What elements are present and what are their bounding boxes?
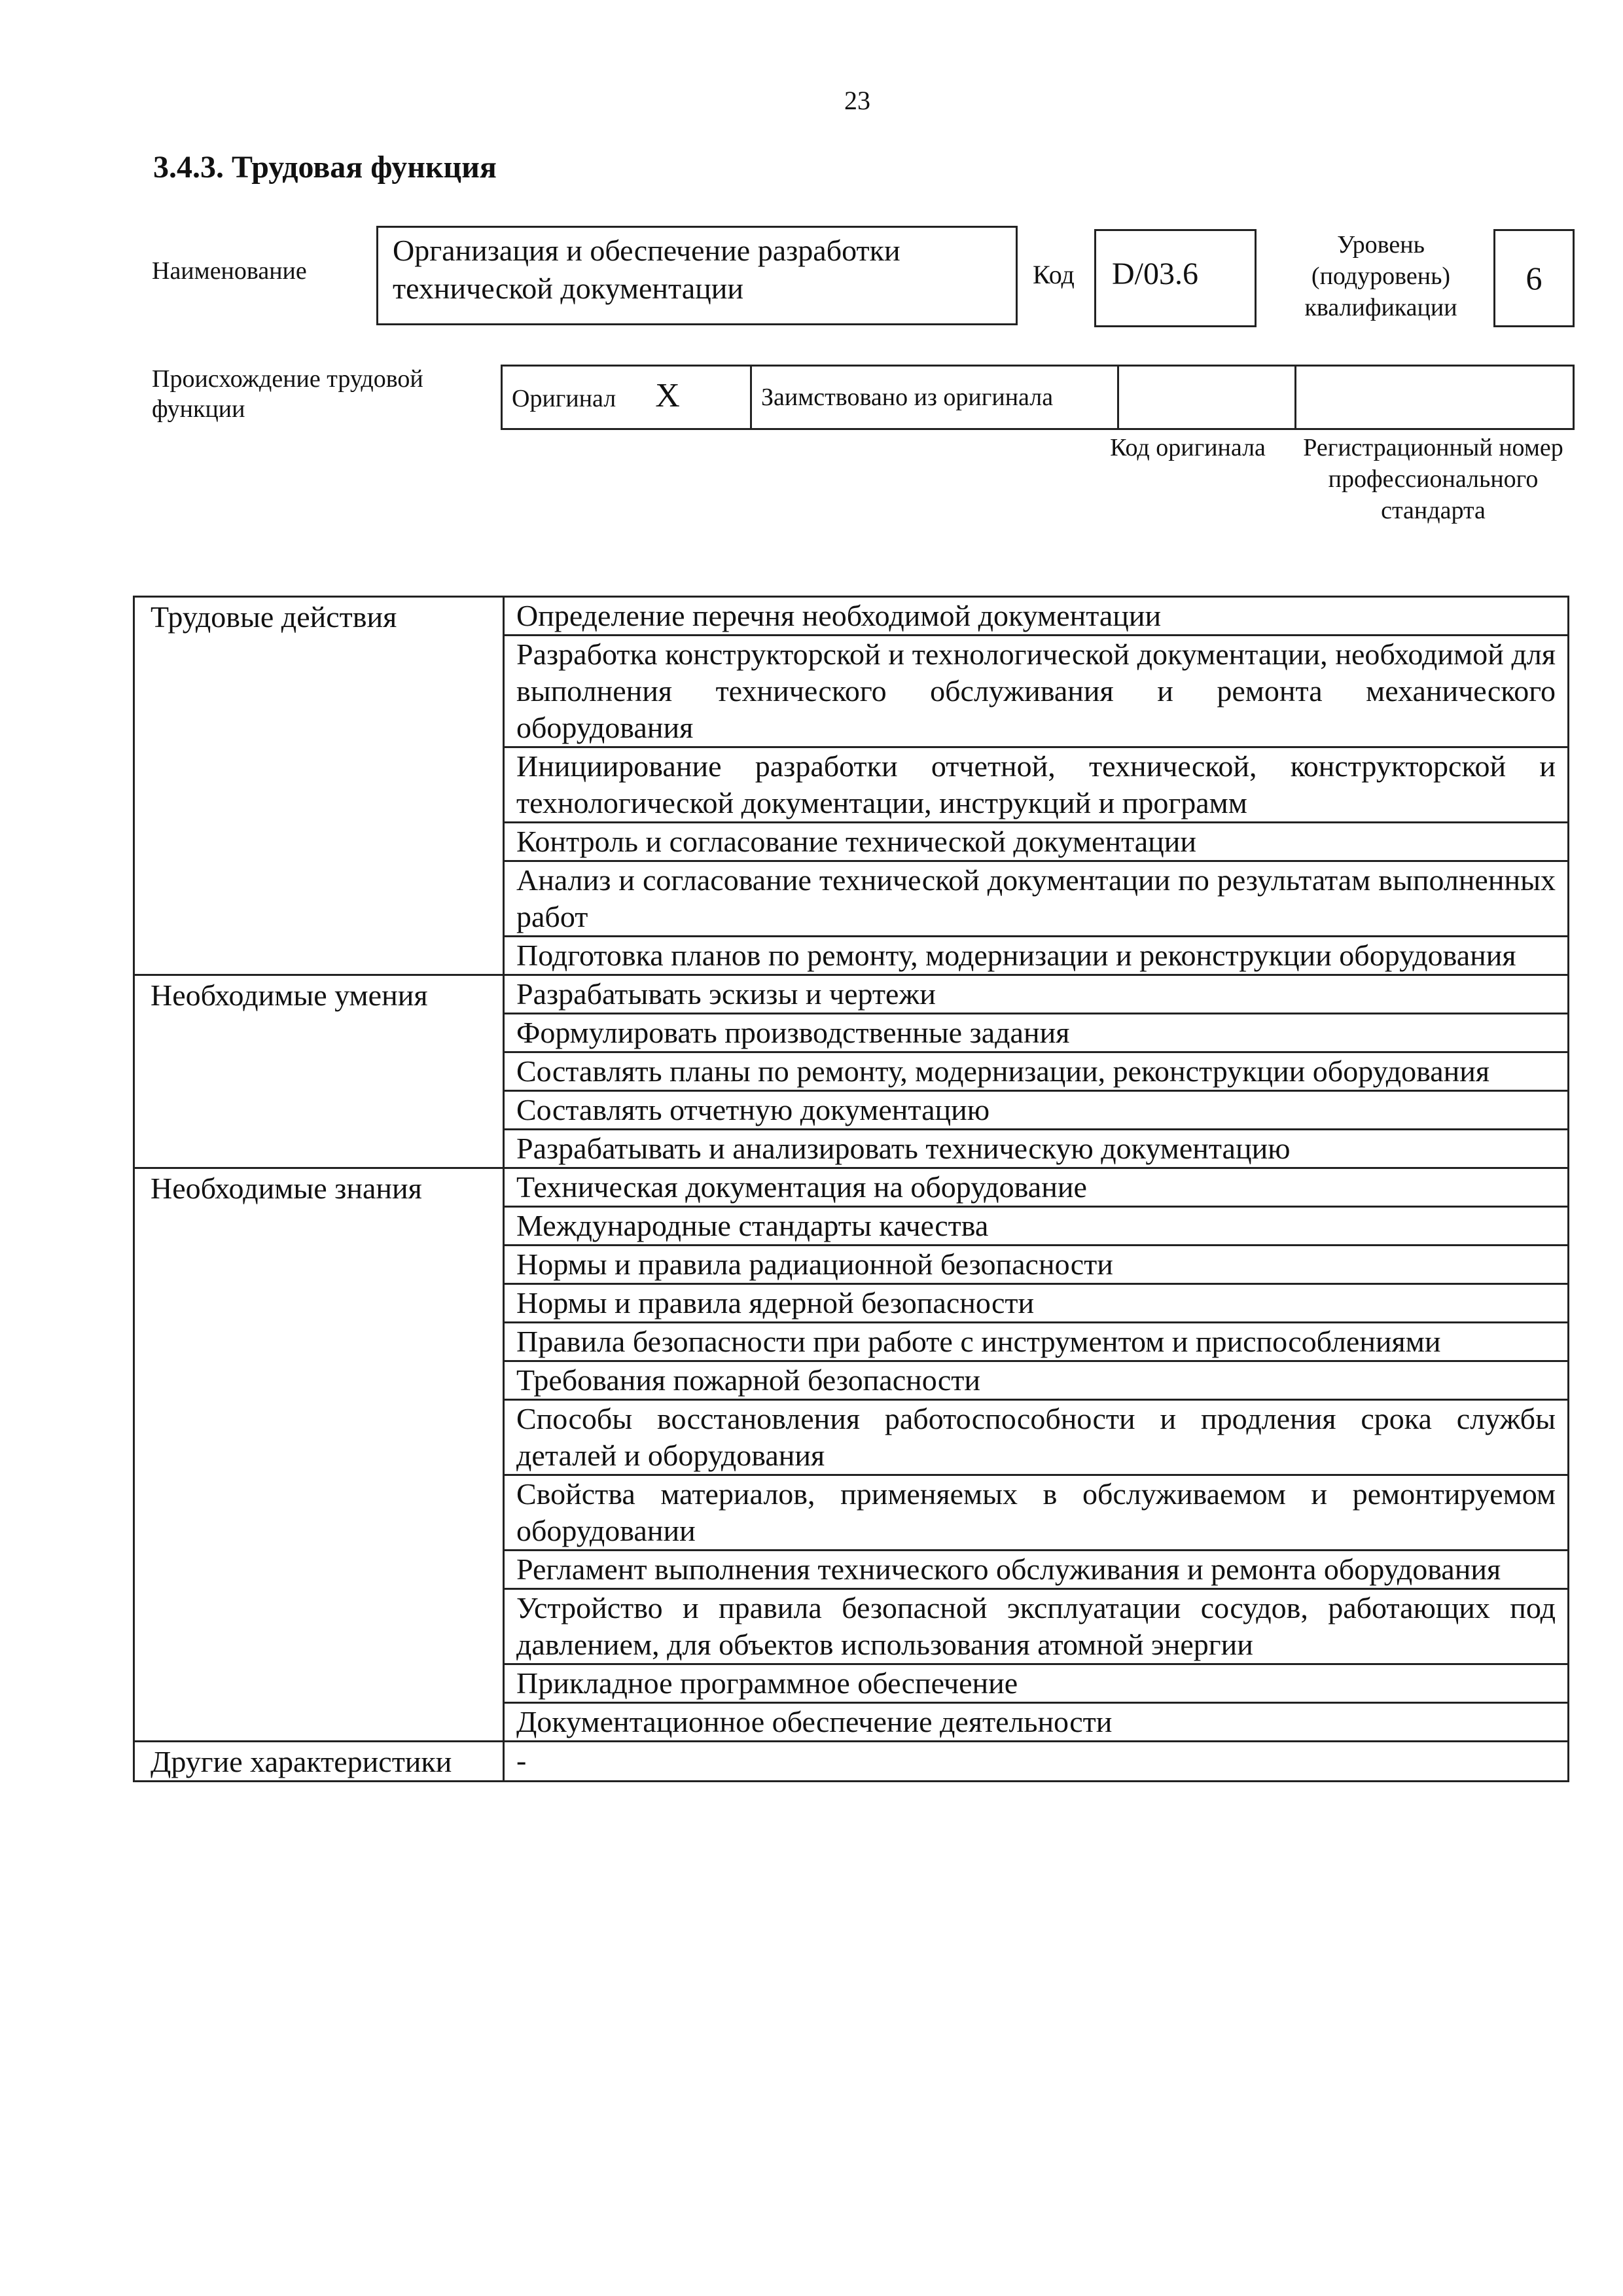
section-item-cell: Разрабатывать и анализировать техническую документацию — [504, 1130, 1569, 1168]
table-row — [134, 1168, 1569, 1207]
section-heading-cell: Необходимые умения — [134, 975, 504, 1168]
qualification-level-box: 6 — [1493, 229, 1575, 327]
section-item-cell: Подготовка планов по ремонту, модернизации и реконструкции оборудования — [504, 937, 1569, 975]
section-item-cell: Формулировать производственные задания — [504, 1014, 1569, 1052]
section-item-cell: Составлять отчетную документацию — [504, 1091, 1569, 1130]
section-item-cell: Нормы и правила радиационной безопасности — [504, 1246, 1569, 1284]
function-name-box: Организация и обеспечение разработки технической документации — [376, 226, 1018, 325]
section-item-cell: Правила безопасности при работе с инструментом и приспособлениями — [504, 1323, 1569, 1361]
section-title: 3.4.3. Трудовая функция — [153, 150, 497, 185]
section-item-cell: Разрабатывать эскизы и чертежи — [504, 975, 1569, 1014]
page-number: 23 — [844, 86, 870, 115]
origin-table — [501, 365, 1575, 430]
section-heading-cell: Необходимые знания — [134, 1168, 504, 1742]
section-item-cell: Регламент выполнения технического обслуживания и ремонта оборудования — [504, 1551, 1569, 1589]
section-item-cell: Определение перечня необходимой документации — [504, 597, 1569, 636]
registration-number-caption: Регистрационный номер профессионального стандарта — [1303, 434, 1563, 524]
section-heading-cell: Трудовые действия — [134, 597, 504, 975]
qualification-level-label: Уровень (подуровень) квалификации — [1304, 231, 1457, 321]
original-mark: X — [655, 377, 680, 414]
origin-original-cell — [502, 366, 751, 429]
origin-label: Происхождение трудовой функции — [152, 365, 423, 423]
table-row — [134, 597, 1569, 636]
requirements-table — [133, 596, 1569, 1782]
section-item-cell: Свойства материалов, применяемых в обслуживаемом и ремонтируемом оборудовании — [504, 1475, 1569, 1551]
name-label: Наименование — [152, 257, 307, 285]
origin-borrowed-cell: Заимствовано из оригинала — [751, 366, 1118, 429]
table-row — [134, 975, 1569, 1014]
function-code-box: D/03.6 — [1094, 229, 1257, 327]
code-label: Код — [1033, 260, 1075, 289]
original-label: Оригинал — [512, 385, 616, 412]
original-code-caption: Код оригинала — [1110, 434, 1266, 461]
section-item-cell: Инициирование разработки отчетной, технической, конструкторской и технологической документации, инструкций и программ — [504, 747, 1569, 823]
section-item-cell: Техническая документация на оборудование — [504, 1168, 1569, 1207]
section-item-cell: Нормы и правила ядерной безопасности — [504, 1284, 1569, 1323]
section-item-cell: - — [504, 1742, 1569, 1782]
section-item-cell: Способы восстановления работоспособности и продления срока службы деталей и оборудования — [504, 1400, 1569, 1475]
section-item-cell: Международные стандарты качества — [504, 1207, 1569, 1246]
section-item-cell: Документационное обеспечение деятельности — [504, 1703, 1569, 1742]
section-item-cell: Требования пожарной безопасности — [504, 1361, 1569, 1400]
origin-reg-cell — [1296, 366, 1574, 429]
section-item-cell: Составлять планы по ремонту, модернизации, реконструкции оборудования — [504, 1052, 1569, 1091]
origin-code-cell — [1118, 366, 1296, 429]
section-item-cell: Прикладное программное обеспечение — [504, 1664, 1569, 1703]
section-item-cell: Устройство и правила безопасной эксплуатации сосудов, работающих под давлением, для объектов использования атомной энергии — [504, 1589, 1569, 1664]
section-heading-cell: Другие характеристики — [134, 1742, 504, 1782]
section-item-cell: Анализ и согласование технической документации по результатам выполненных работ — [504, 861, 1569, 937]
section-item-cell: Контроль и согласование технической документации — [504, 823, 1569, 861]
table-row — [134, 1742, 1569, 1782]
section-item-cell: Разработка конструкторской и технологической документации, необходимой для выполнения технического обслуживания и ремонта механического оборудования — [504, 636, 1569, 747]
